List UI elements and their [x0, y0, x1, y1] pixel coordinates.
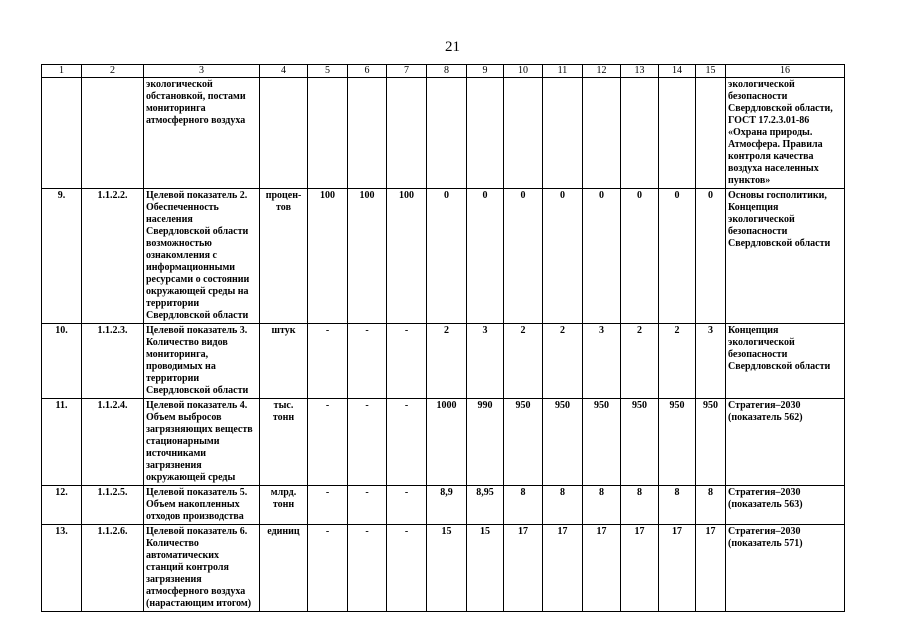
- value-cell: 950: [696, 399, 726, 486]
- source-cell: Основы госполитики, Концепция экологической безопасности Свердловской области: [726, 189, 845, 324]
- value-cell: 0: [543, 189, 583, 324]
- value-cell: 100: [387, 189, 427, 324]
- value-cell: 8: [696, 486, 726, 525]
- indicator-name: Целевой показатель 3. Количество видов мониторинга, проводимых на территории Свердловской области: [144, 324, 260, 399]
- value-cell: 8,9: [427, 486, 467, 525]
- column-header: 4: [260, 65, 308, 78]
- value-cell: 17: [621, 525, 659, 612]
- indicator-name: Целевой показатель 6. Количество автоматических станций контроля загрязнения атмосферного воздуха (нарастающим итогом): [144, 525, 260, 612]
- value-cell: -: [348, 324, 387, 399]
- unit-cell: процен-тов: [260, 189, 308, 324]
- table-row: [42, 78, 845, 189]
- value-cell: 3: [696, 324, 726, 399]
- value-cell: [659, 78, 696, 189]
- value-cell: 0: [621, 189, 659, 324]
- value-cell: -: [308, 525, 348, 612]
- column-header: 16: [726, 65, 845, 78]
- source-cell: Стратегия–2030 (показатель 571): [726, 525, 845, 612]
- value-cell: -: [308, 486, 348, 525]
- value-cell: 2: [427, 324, 467, 399]
- value-cell: 100: [308, 189, 348, 324]
- value-cell: [583, 78, 621, 189]
- column-header: 6: [348, 65, 387, 78]
- column-header: 14: [659, 65, 696, 78]
- value-cell: 15: [467, 525, 504, 612]
- value-cell: -: [308, 399, 348, 486]
- value-cell: 3: [583, 324, 621, 399]
- column-header: 5: [308, 65, 348, 78]
- column-header: 3: [144, 65, 260, 78]
- indicators-table: [41, 64, 845, 612]
- unit-cell: [260, 78, 308, 189]
- value-cell: 17: [504, 525, 543, 612]
- value-cell: [308, 78, 348, 189]
- value-cell: 950: [504, 399, 543, 486]
- page-number: 21: [445, 39, 460, 55]
- source-cell: Стратегия–2030 (показатель 563): [726, 486, 845, 525]
- value-cell: -: [387, 525, 427, 612]
- row-number: [42, 78, 82, 189]
- value-cell: [543, 78, 583, 189]
- value-cell: 990: [467, 399, 504, 486]
- row-code: 1.1.2.6.: [82, 525, 144, 612]
- unit-cell: штук: [260, 324, 308, 399]
- value-cell: [504, 78, 543, 189]
- table-row: [42, 399, 845, 486]
- value-cell: 8: [583, 486, 621, 525]
- value-cell: 0: [659, 189, 696, 324]
- value-cell: 8,95: [467, 486, 504, 525]
- column-header: 10: [504, 65, 543, 78]
- row-code: 1.1.2.3.: [82, 324, 144, 399]
- value-cell: 100: [348, 189, 387, 324]
- value-cell: -: [348, 399, 387, 486]
- column-header: 9: [467, 65, 504, 78]
- table-row: [42, 486, 845, 525]
- row-number: 13.: [42, 525, 82, 612]
- column-header: 1: [42, 65, 82, 78]
- indicator-name: Целевой показатель 2. Обеспеченность населения Свердловской области возможностью ознакомления с информационными ресурсами о состоянии окружающей среды на территории Свердловской области: [144, 189, 260, 324]
- value-cell: -: [348, 486, 387, 525]
- value-cell: 0: [504, 189, 543, 324]
- value-cell: [387, 78, 427, 189]
- value-cell: 0: [583, 189, 621, 324]
- column-header: 11: [543, 65, 583, 78]
- value-cell: 8: [621, 486, 659, 525]
- value-cell: 17: [583, 525, 621, 612]
- table-row: [42, 189, 845, 324]
- value-cell: 8: [543, 486, 583, 525]
- column-header: 2: [82, 65, 144, 78]
- indicator-name: экологической обстановкой, постами мониторинга атмосферного воздуха: [144, 78, 260, 189]
- column-header: 15: [696, 65, 726, 78]
- value-cell: 2: [659, 324, 696, 399]
- value-cell: -: [308, 324, 348, 399]
- value-cell: [467, 78, 504, 189]
- value-cell: 8: [504, 486, 543, 525]
- table-row: [42, 525, 845, 612]
- column-header: 13: [621, 65, 659, 78]
- value-cell: 0: [427, 189, 467, 324]
- value-cell: 950: [659, 399, 696, 486]
- value-cell: 17: [696, 525, 726, 612]
- source-cell: Концепция экологической безопасности Свердловской области: [726, 324, 845, 399]
- value-cell: 2: [621, 324, 659, 399]
- value-cell: [621, 78, 659, 189]
- value-cell: 0: [467, 189, 504, 324]
- value-cell: 15: [427, 525, 467, 612]
- value-cell: [427, 78, 467, 189]
- value-cell: 17: [659, 525, 696, 612]
- source-cell: экологической безопасности Свердловской области, ГОСТ 17.2.3.01-86 «Охрана природы. Атмосфера. Правила контроля качества воздуха населенных пунктов»: [726, 78, 845, 189]
- row-code: [82, 78, 144, 189]
- value-cell: [696, 78, 726, 189]
- value-cell: 3: [467, 324, 504, 399]
- column-header: 12: [583, 65, 621, 78]
- value-cell: -: [348, 525, 387, 612]
- value-cell: 2: [543, 324, 583, 399]
- row-number: 9.: [42, 189, 82, 324]
- row-number: 11.: [42, 399, 82, 486]
- column-header: 7: [387, 65, 427, 78]
- value-cell: 950: [543, 399, 583, 486]
- value-cell: 2: [504, 324, 543, 399]
- row-code: 1.1.2.2.: [82, 189, 144, 324]
- indicator-name: Целевой показатель 4. Объем выбросов загрязняющих веществ стационарными источниками загрязнения окружающей среды: [144, 399, 260, 486]
- value-cell: 950: [621, 399, 659, 486]
- unit-cell: тыс. тонн: [260, 399, 308, 486]
- value-cell: [348, 78, 387, 189]
- value-cell: -: [387, 324, 427, 399]
- value-cell: 0: [696, 189, 726, 324]
- column-header: 8: [427, 65, 467, 78]
- unit-cell: единиц: [260, 525, 308, 612]
- column-number-row: [42, 65, 845, 78]
- value-cell: 17: [543, 525, 583, 612]
- source-cell: Стратегия–2030 (показатель 562): [726, 399, 845, 486]
- row-number: 10.: [42, 324, 82, 399]
- value-cell: -: [387, 486, 427, 525]
- value-cell: 950: [583, 399, 621, 486]
- row-code: 1.1.2.4.: [82, 399, 144, 486]
- value-cell: 1000: [427, 399, 467, 486]
- value-cell: -: [387, 399, 427, 486]
- table-row: [42, 324, 845, 399]
- row-code: 1.1.2.5.: [82, 486, 144, 525]
- row-number: 12.: [42, 486, 82, 525]
- unit-cell: млрд. тонн: [260, 486, 308, 525]
- indicator-name: Целевой показатель 5. Объем накопленных отходов производства: [144, 486, 260, 525]
- value-cell: 8: [659, 486, 696, 525]
